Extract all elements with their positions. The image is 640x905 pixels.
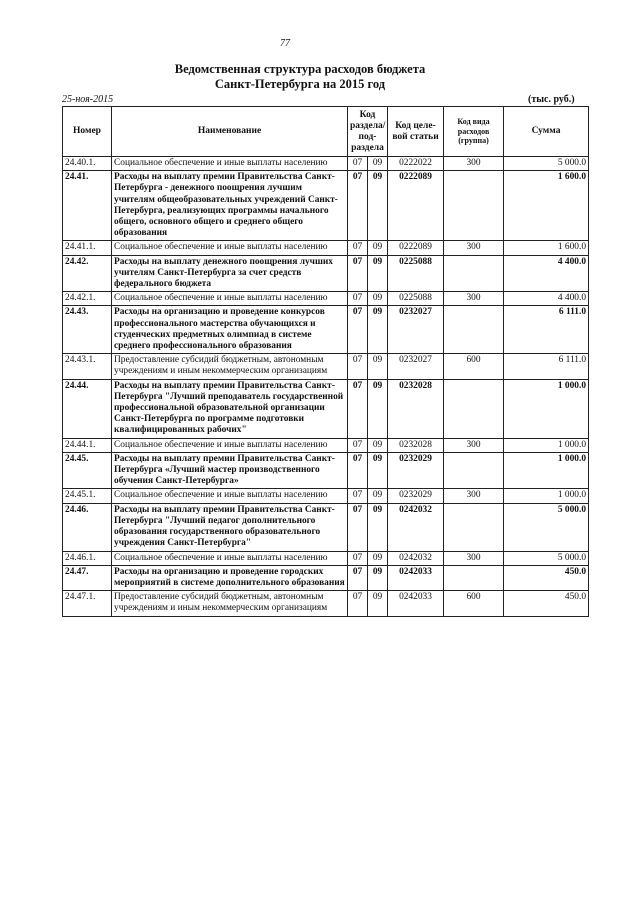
row-name: Расходы на организацию и проведение конкурсов профессионального мастерства обучающихся и студенческих предметных олимпиад в системе среднего профессионального образования — [112, 306, 348, 354]
row-sum: 1 000.0 — [504, 438, 589, 452]
table-row — [63, 452, 589, 489]
row-subsection: 09 — [368, 565, 388, 590]
row-sum: 6 111.0 — [504, 306, 589, 354]
table-row — [63, 306, 589, 354]
row-section: 07 — [348, 292, 368, 306]
table-row — [63, 591, 589, 616]
row-target-code: 0232027 — [388, 354, 444, 379]
row-name: Социальное обеспечение и иные выплаты населению — [112, 241, 348, 255]
table-row — [63, 489, 589, 503]
row-target-code: 0232029 — [388, 489, 444, 503]
document-title — [0, 62, 600, 92]
row-sum: 4 400.0 — [504, 292, 589, 306]
row-sum: 1 600.0 — [504, 241, 589, 255]
row-target-code: 0242032 — [388, 503, 444, 551]
row-section: 07 — [348, 157, 368, 171]
row-target-code: 0242033 — [388, 591, 444, 616]
row-expense-type — [444, 306, 504, 354]
row-sum: 1 600.0 — [504, 171, 589, 241]
row-section: 07 — [348, 591, 368, 616]
row-target-code: 0222089 — [388, 241, 444, 255]
row-number: 24.44. — [63, 379, 112, 438]
row-target-code: 0225088 — [388, 255, 444, 292]
row-name: Социальное обеспечение и иные выплаты населению — [112, 489, 348, 503]
header-sum: Сумма — [504, 107, 589, 157]
row-subsection: 09 — [368, 503, 388, 551]
row-name: Социальное обеспечение и иные выплаты населению — [112, 551, 348, 565]
row-expense-type — [444, 503, 504, 551]
row-expense-type: 300 — [444, 241, 504, 255]
row-number: 24.47. — [63, 565, 112, 590]
row-name: Расходы на выплату премии Правительства Санкт-Петербурга "Лучший педагог дополнительного образования государственного образовательного учреждения Санкт-Петербурга" — [112, 503, 348, 551]
row-name: Расходы на выплату премии Правительства Санкт-Петербурга «Лучший мастер производственного обучения Санкт-Петербурга» — [112, 452, 348, 489]
page-number: 77 — [280, 38, 290, 49]
row-number: 24.46. — [63, 503, 112, 551]
row-subsection: 09 — [368, 591, 388, 616]
row-expense-type — [444, 565, 504, 590]
row-expense-type: 300 — [444, 157, 504, 171]
row-sum: 1 000.0 — [504, 379, 589, 438]
document-date: 25-ноя-2015 — [62, 94, 114, 105]
row-target-code: 0232027 — [388, 306, 444, 354]
table-row — [63, 241, 589, 255]
row-number: 24.44.1. — [63, 438, 112, 452]
row-section: 07 — [348, 489, 368, 503]
row-number: 24.43.1. — [63, 354, 112, 379]
row-sum: 450.0 — [504, 591, 589, 616]
row-section: 07 — [348, 241, 368, 255]
row-sum: 5 000.0 — [504, 157, 589, 171]
row-expense-type: 300 — [444, 292, 504, 306]
row-subsection: 09 — [368, 292, 388, 306]
row-sum: 450.0 — [504, 565, 589, 590]
row-target-code: 0222089 — [388, 171, 444, 241]
row-expense-type: 300 — [444, 551, 504, 565]
row-sum: 5 000.0 — [504, 503, 589, 551]
row-number: 24.47.1. — [63, 591, 112, 616]
row-number: 24.41. — [63, 171, 112, 241]
row-section: 07 — [348, 354, 368, 379]
row-name: Расходы на выплату денежного поощрения лучших учителям Санкт-Петербурга за счет средств федерального бюджета — [112, 255, 348, 292]
row-section: 07 — [348, 565, 368, 590]
row-number: 24.45. — [63, 452, 112, 489]
header-name: Наименование — [112, 107, 348, 157]
header-section: Код раздела/ под- раздела — [348, 107, 388, 157]
row-expense-type: 600 — [444, 354, 504, 379]
row-section: 07 — [348, 452, 368, 489]
table-body — [63, 157, 589, 617]
row-expense-type: 300 — [444, 489, 504, 503]
row-sum: 4 400.0 — [504, 255, 589, 292]
units-label: (тыс. руб.) — [528, 94, 575, 105]
row-target-code: 0242032 — [388, 551, 444, 565]
row-sum: 5 000.0 — [504, 551, 589, 565]
row-section: 07 — [348, 171, 368, 241]
row-number: 24.42.1. — [63, 292, 112, 306]
row-name: Социальное обеспечение и иные выплаты населению — [112, 157, 348, 171]
row-subsection: 09 — [368, 551, 388, 565]
row-expense-type — [444, 171, 504, 241]
row-target-code: 0222022 — [388, 157, 444, 171]
row-section: 07 — [348, 306, 368, 354]
row-subsection: 09 — [368, 379, 388, 438]
table-row — [63, 503, 589, 551]
row-expense-type: 600 — [444, 591, 504, 616]
row-section: 07 — [348, 379, 368, 438]
row-sum: 1 000.0 — [504, 489, 589, 503]
table-row — [63, 379, 589, 438]
row-target-code: 0232028 — [388, 438, 444, 452]
header-number: Номер — [63, 107, 112, 157]
row-number: 24.41.1. — [63, 241, 112, 255]
row-subsection: 09 — [368, 354, 388, 379]
row-subsection: 09 — [368, 489, 388, 503]
row-subsection: 09 — [368, 171, 388, 241]
table-row — [63, 354, 589, 379]
title-line-1: Ведомственная структура расходов бюджета — [174, 62, 426, 76]
table-row — [63, 551, 589, 565]
row-expense-type — [444, 255, 504, 292]
budget-table — [62, 106, 589, 617]
row-number: 24.42. — [63, 255, 112, 292]
row-expense-type — [444, 452, 504, 489]
row-target-code: 0232028 — [388, 379, 444, 438]
row-target-code: 0225088 — [388, 292, 444, 306]
row-sum: 6 111.0 — [504, 354, 589, 379]
row-sum: 1 000.0 — [504, 452, 589, 489]
header-expense-type: Код вида расходов (группа) — [444, 107, 504, 157]
row-subsection: 09 — [368, 306, 388, 354]
table-row — [63, 292, 589, 306]
row-number: 24.46.1. — [63, 551, 112, 565]
row-target-code: 0232029 — [388, 452, 444, 489]
row-section: 07 — [348, 255, 368, 292]
row-expense-type: 300 — [444, 438, 504, 452]
row-expense-type — [444, 379, 504, 438]
row-section: 07 — [348, 438, 368, 452]
title-line-2: Санкт-Петербурга на 2015 год — [214, 77, 386, 91]
table-row — [63, 255, 589, 292]
row-subsection: 09 — [368, 255, 388, 292]
row-subsection: 09 — [368, 241, 388, 255]
row-name: Социальное обеспечение и иные выплаты населению — [112, 438, 348, 452]
table-row — [63, 565, 589, 590]
table-header-row — [63, 107, 589, 157]
row-subsection: 09 — [368, 157, 388, 171]
row-section: 07 — [348, 503, 368, 551]
row-number: 24.45.1. — [63, 489, 112, 503]
row-number: 24.40.1. — [63, 157, 112, 171]
table-row — [63, 438, 589, 452]
row-name: Расходы на организацию и проведение городских мероприятий в системе дополнительного образования — [112, 565, 348, 590]
row-name: Предоставление субсидий бюджетным, автономным учреждениям и иным некоммерческим организациям — [112, 354, 348, 379]
row-name: Социальное обеспечение и иные выплаты населению — [112, 292, 348, 306]
table-row — [63, 171, 589, 241]
header-target: Код целе- вой статьи — [388, 107, 444, 157]
row-name: Расходы на выплату премии Правительства Санкт-Петербурга - денежного поощрения лучшим учителям общеобразовательных учреждений Санкт-Петербурга, реализующих программы начального общего, основного общего и среднего общего образования — [112, 171, 348, 241]
row-target-code: 0242033 — [388, 565, 444, 590]
row-section: 07 — [348, 551, 368, 565]
row-name: Предоставление субсидий бюджетным, автономным учреждениям и иным некоммерческим организациям — [112, 591, 348, 616]
row-subsection: 09 — [368, 438, 388, 452]
row-number: 24.43. — [63, 306, 112, 354]
table-row — [63, 157, 589, 171]
row-name: Расходы на выплату премии Правительства Санкт-Петербурга "Лучший преподаватель государственной профессиональной образовательной организации Санкт-Петербурга по программе подготовки квалифицированных рабочих" — [112, 379, 348, 438]
row-subsection: 09 — [368, 452, 388, 489]
